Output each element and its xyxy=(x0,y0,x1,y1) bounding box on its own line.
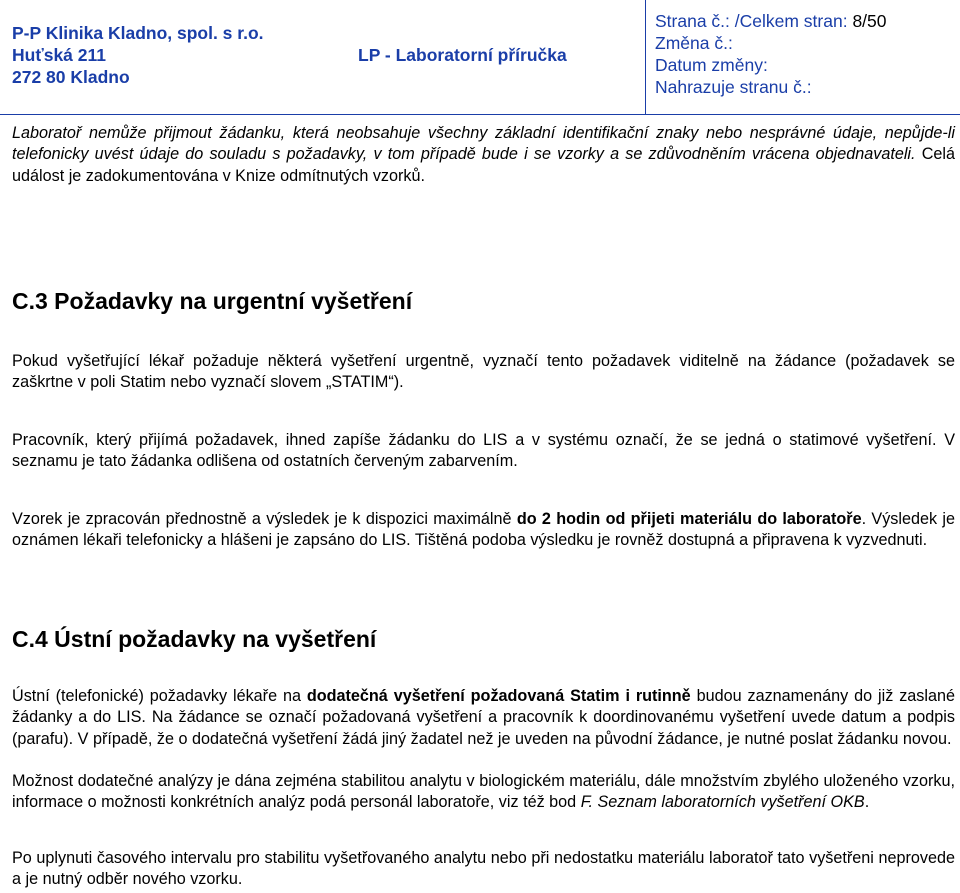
urgent-p3-text-b: . Výsledek je oznámen lékaři telefonicky a hlášeni je zapsáno do LIS. Tištěná podoba výsledku je rovněž dostupná a připravena k vyzvednuti. xyxy=(12,510,955,550)
page-label: Strana č.: /Celkem stran: xyxy=(655,11,853,31)
oral-paragraph-3: Po uplynuti časového intervalu pro stabilitu vyšetřovaného analytu nebo při nedostatku materiálu laboratoř tato vyšetřeni neprovede a je nutný odběr nového vzorku. xyxy=(12,849,955,889)
org-street: Huťská 211 xyxy=(12,45,107,65)
oral-paragraph-1 xyxy=(12,686,955,750)
urgent-paragraph-1: Pokud vyšetřující lékař požaduje některá vyšetření urgentně, vyznačí tento požadavek viditelně na žádance (požadavek se zaškrtne v poli Statim nebo vyznačí slovem „STATIM“). xyxy=(12,352,955,392)
oral-p1-text-b: budou zaznamenány do již zaslané žádanky a do LIS. Na žádance se označí požadovaná vyšetření a pracovník k doordinovanému vyšetření uvede datum a podpis (parafu). V případě, že o dodatečná vyšetření žádá jiný žadatel než je uveden na původní žádance, je nutné poslat žádanku novou. xyxy=(12,687,956,748)
organization-block xyxy=(12,22,264,88)
change-date-label: Datum změny: xyxy=(655,55,768,75)
document-title: LP - Laboratorní příručka xyxy=(358,45,567,65)
rejection-text-normal: Celá událost je zadokumentována v Knize odmítnutých vzorků. xyxy=(12,145,955,185)
org-city: 272 80 Kladno xyxy=(12,67,130,87)
urgent-paragraph-3 xyxy=(12,509,955,552)
oral-paragraph-2 xyxy=(12,771,955,814)
urgent-p3-text-a: Vzorek je zpracován přednostně a výsledek je k dispozici maximálně xyxy=(12,510,517,528)
oral-p1-text-a: Ústní (telefonické) požadavky lékaře na xyxy=(12,687,307,705)
header-divider-horizontal xyxy=(0,114,960,115)
page-info-block xyxy=(655,10,887,98)
oral-p2-italic-reference: F. Seznam laboratorních vyšetření OKB xyxy=(580,793,865,812)
oral-p2-text-a: Možnost dodatečné analýzy je dána zejména stabilitou analytu v biologickém materiálu, dále množstvím zbylého uloženého vzorku, informace o možnosti konkrétních analýz podá personál laboratoře, viz též bod xyxy=(12,772,955,812)
page-number-line xyxy=(655,10,887,32)
section-heading-c4: C.4 Ústní požadavky na vyšetření xyxy=(12,626,377,652)
org-name: P-P Klinika Kladno, spol. s r.o. xyxy=(12,23,264,43)
page-value: 8/50 xyxy=(852,11,887,31)
urgent-paragraph-2: Pracovník, který přijímá požadavek, ihned zapíše žádanku do LIS a v systému označí, že se jedná o statimové vyšetření. V seznamu je tato žádanka odlišena od ostatních červeným zabarvením. xyxy=(12,431,955,471)
section-heading-c3: C.3 Požadavky na urgentní vyšetření xyxy=(12,288,413,314)
change-number-label: Změna č.: xyxy=(655,33,733,53)
rejection-text-italic: Laboratoř nemůže přijmout žádanku, která neobsahuje všechny základní identifikační znaky nebo nesprávné údaje, nepůjde-li telefonicky uvést údaje do souladu s požadavky, v tom případě bude i se vzorky a se zdůvodněním vrácena objednavateli. xyxy=(12,124,955,164)
oral-p2-text-b: . xyxy=(864,793,870,812)
header-divider-vertical xyxy=(645,0,646,115)
oral-p1-bold: dodatečná vyšetření požadovaná Statim i rutinně xyxy=(306,687,691,705)
document-header xyxy=(0,0,960,115)
urgent-p3-bold: do 2 hodin od přijeti materiálu do laboratoře xyxy=(516,510,862,528)
replaces-page-label: Nahrazuje stranu č.: xyxy=(655,77,812,97)
rejection-paragraph xyxy=(12,123,955,187)
